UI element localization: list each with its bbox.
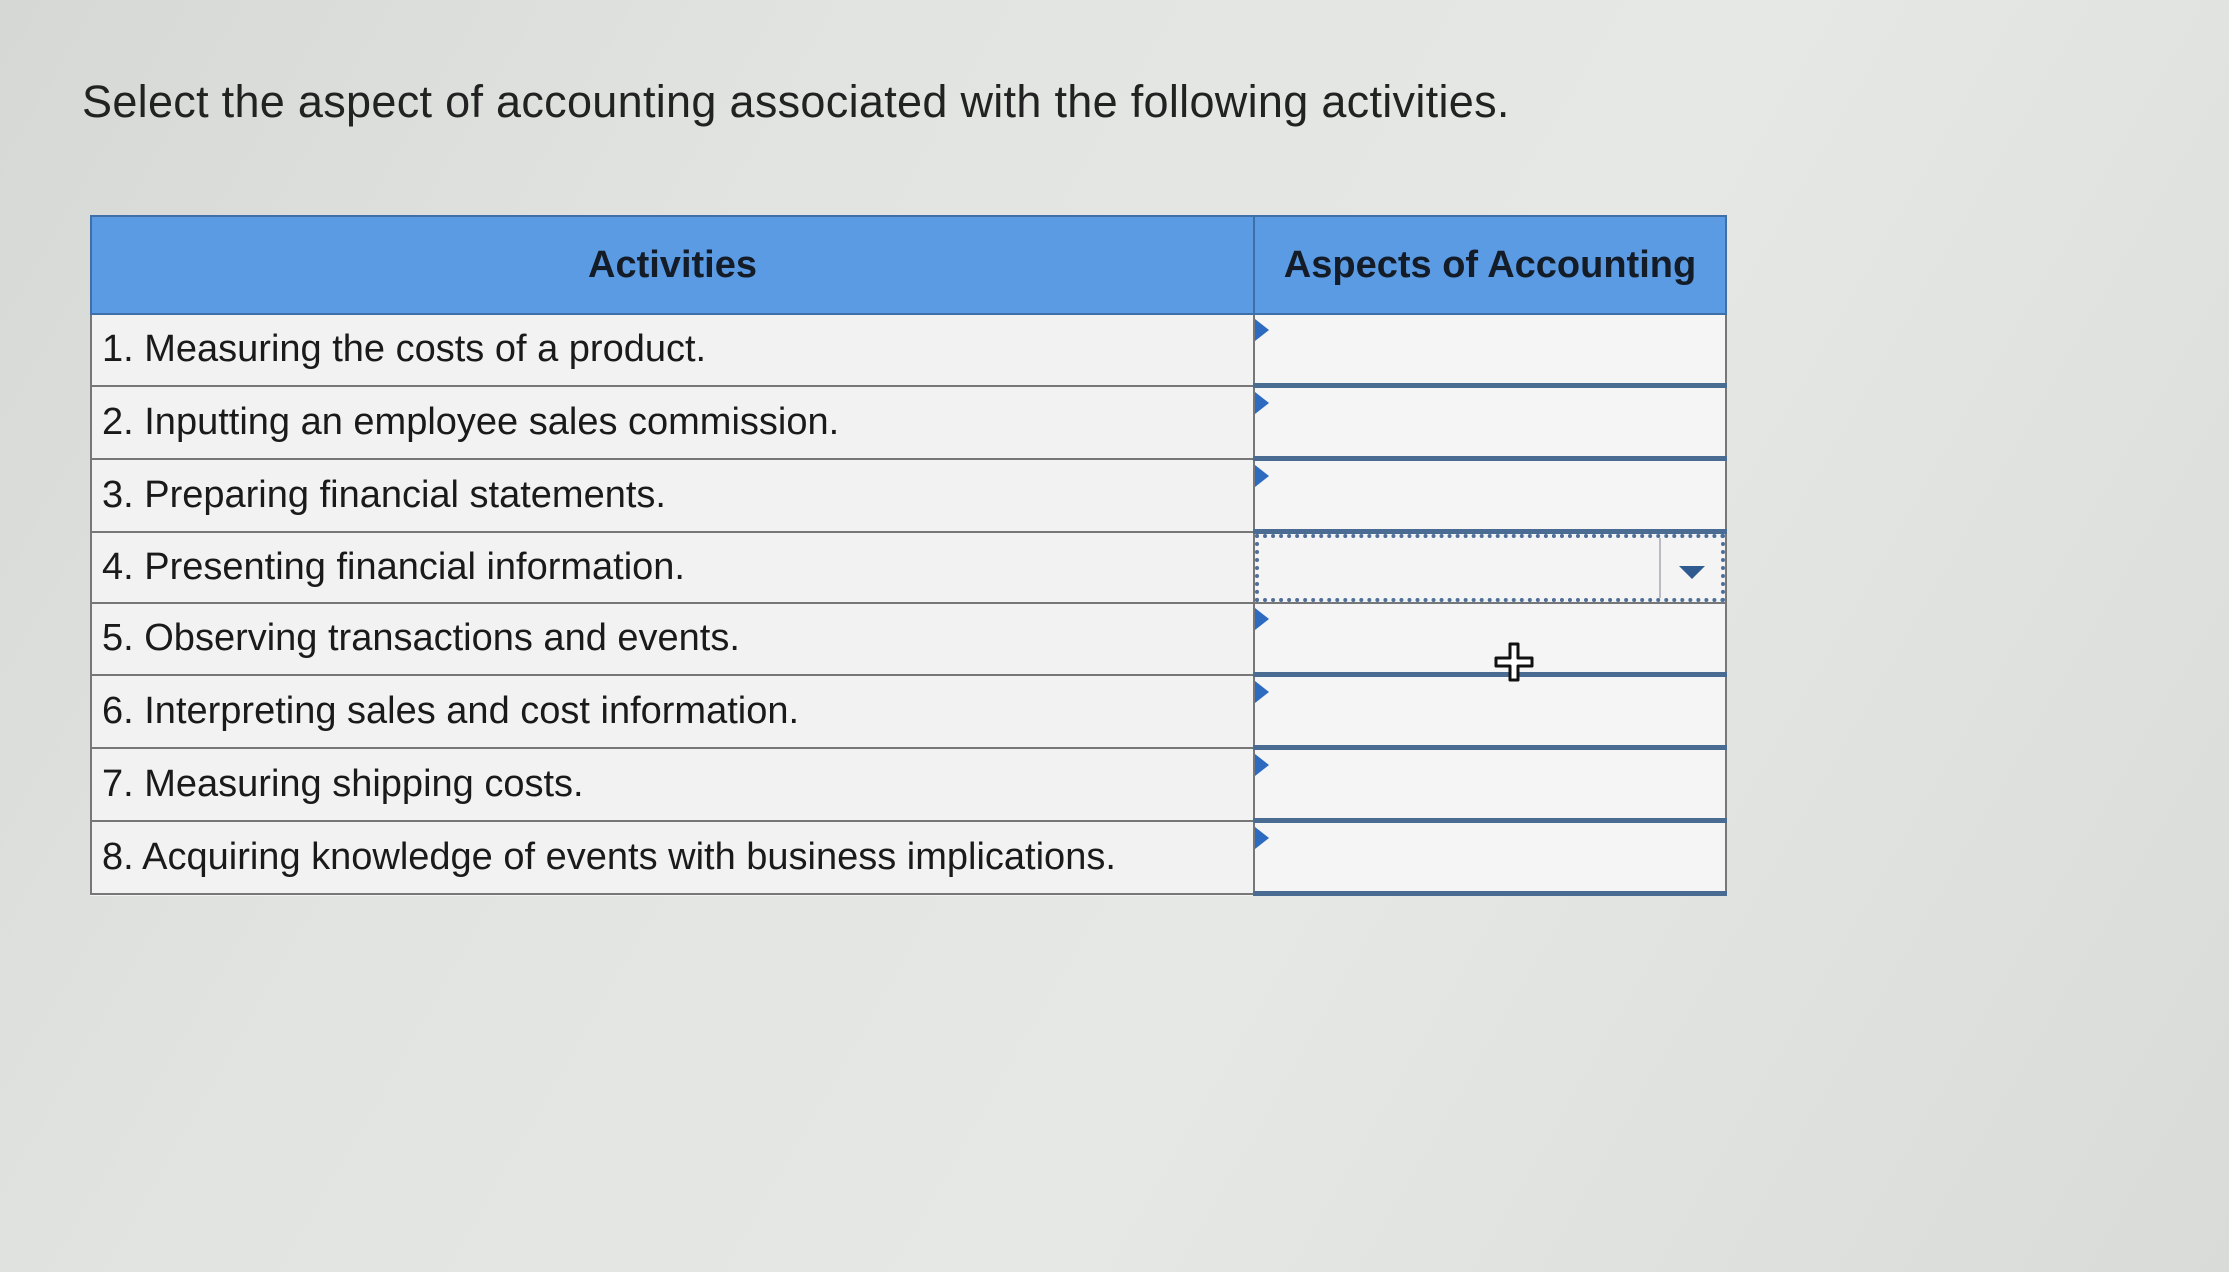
table-row [91, 675, 1726, 748]
table-row [91, 748, 1726, 821]
activities-table [90, 215, 1727, 896]
activity-cell: 1. Measuring the costs of a product. [91, 314, 1254, 386]
dropdown-select-box[interactable] [1255, 534, 1725, 602]
table-row [91, 459, 1726, 532]
aspect-dropdown-3[interactable] [1254, 459, 1726, 532]
dropdown-toggle[interactable] [1659, 538, 1721, 598]
activity-cell: 3. Preparing financial statements. [91, 459, 1254, 532]
flag-icon [1255, 827, 1269, 849]
flag-icon [1255, 465, 1269, 487]
flag-icon [1255, 608, 1269, 630]
flag-icon [1255, 754, 1269, 776]
table-row [91, 603, 1726, 675]
header-activities: Activities [91, 216, 1254, 314]
header-aspects-of-accounting: Aspects of Accounting [1254, 216, 1726, 314]
aspect-dropdown-2[interactable] [1254, 386, 1726, 459]
aspect-dropdown-1[interactable] [1254, 314, 1726, 386]
activity-cell: 7. Measuring shipping costs. [91, 748, 1254, 821]
activity-cell: 4. Presenting financial information. [91, 532, 1254, 604]
aspect-dropdown-6[interactable] [1254, 675, 1726, 748]
flag-icon [1255, 319, 1269, 341]
move-cursor-icon [1492, 640, 1536, 684]
table-row [91, 386, 1726, 459]
aspect-dropdown-8[interactable] [1254, 821, 1726, 894]
aspect-dropdown-4-focused[interactable] [1254, 532, 1726, 604]
table-row [91, 314, 1726, 386]
aspect-dropdown-7[interactable] [1254, 748, 1726, 821]
activity-cell: 6. Interpreting sales and cost information. [91, 675, 1254, 748]
table-row [91, 821, 1726, 894]
table-row [91, 532, 1726, 604]
chevron-down-icon [1679, 566, 1705, 579]
aspect-dropdown-5[interactable] [1254, 603, 1726, 675]
table-header-row [91, 216, 1726, 314]
activity-cell: 5. Observing transactions and events. [91, 603, 1254, 675]
question-prompt: Select the aspect of accounting associated with the following activities. [82, 76, 1510, 127]
flag-icon [1255, 681, 1269, 703]
flag-icon [1255, 392, 1269, 414]
activity-cell: 8. Acquiring knowledge of events with business implications. [91, 821, 1254, 894]
activity-cell: 2. Inputting an employee sales commission. [91, 386, 1254, 459]
